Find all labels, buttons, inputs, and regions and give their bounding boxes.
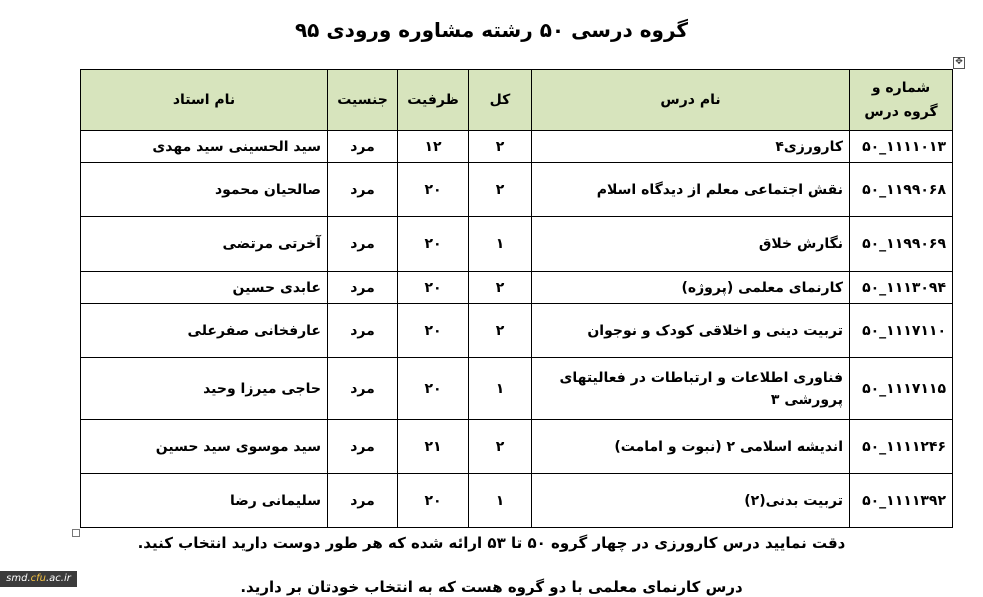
table-row xyxy=(81,474,953,528)
cell-course-name: کارورزی۴ xyxy=(532,131,850,163)
cell-course-name: تربیت بدنی(۲) xyxy=(532,474,850,528)
cell-capacity: ۲۰ xyxy=(398,217,469,272)
cell-capacity: ۲۰ xyxy=(398,304,469,358)
cell-teacher: سلیمانی رضا xyxy=(81,474,328,528)
header-code: شماره و گروه درس xyxy=(850,70,953,131)
header-units: کل xyxy=(469,70,532,131)
cell-gender: مرد xyxy=(328,474,398,528)
cell-capacity: ۲۱ xyxy=(398,420,469,474)
table-row xyxy=(81,131,953,163)
watermark-accent: cfu xyxy=(30,573,46,584)
site-watermark xyxy=(0,571,77,587)
cell-capacity: ۲۰ xyxy=(398,474,469,528)
cell-code: ۵۰_۱۱۱۷۱۱۵ xyxy=(850,358,953,420)
cell-teacher: عارفخانی صفرعلی xyxy=(81,304,328,358)
cell-code: ۵۰_۱۱۹۹۰۶۸ xyxy=(850,163,953,217)
cell-gender: مرد xyxy=(328,304,398,358)
cell-units: ۱ xyxy=(469,358,532,420)
cell-gender: مرد xyxy=(328,272,398,304)
cell-units: ۲ xyxy=(469,420,532,474)
note-internship: دقت نمایید درس کارورزی در چهار گروه ۵۰ تا ۵۳ ارائه شده که هر طور دوست دارید انتخاب کنید. xyxy=(137,534,846,552)
cell-units: ۲ xyxy=(469,304,532,358)
cell-course-name: تربیت دینی و اخلاقی کودک و نوجوان xyxy=(532,304,850,358)
table-header-row xyxy=(81,70,953,131)
cell-gender: مرد xyxy=(328,163,398,217)
cell-code: ۵۰_۱۱۱۱۰۱۳ xyxy=(850,131,953,163)
cell-code: ۵۰_۱۱۱۱۲۴۶ xyxy=(850,420,953,474)
cell-units: ۲ xyxy=(469,131,532,163)
cell-gender: مرد xyxy=(328,420,398,474)
table-row xyxy=(81,304,953,358)
table-move-handle-icon[interactable]: ✥ xyxy=(953,57,965,69)
watermark-prefix: smd. xyxy=(6,573,31,584)
cell-teacher: آخرتی مرتضی xyxy=(81,217,328,272)
cell-course-name: کارنمای معلمی (پروژه) xyxy=(532,272,850,304)
course-table xyxy=(80,69,953,528)
table-row xyxy=(81,163,953,217)
cell-course-name: فناوری اطلاعات و ارتباطات در فعالیتهای پرورشی ۳ xyxy=(532,358,850,420)
cell-code: ۵۰_۱۱۱۱۳۹۲ xyxy=(850,474,953,528)
cell-gender: مرد xyxy=(328,131,398,163)
cell-code: ۵۰_۱۱۱۳۰۹۴ xyxy=(850,272,953,304)
cell-capacity: ۲۰ xyxy=(398,163,469,217)
cell-code: ۵۰_۱۱۹۹۰۶۹ xyxy=(850,217,953,272)
cell-units: ۲ xyxy=(469,272,532,304)
cell-capacity: ۲۰ xyxy=(398,272,469,304)
page-title: گروه درسی ۵۰ رشته مشاوره ورودی ۹۵ xyxy=(294,18,689,42)
cell-course-name: نقش اجتماعی معلم از دیدگاه اسلام xyxy=(532,163,850,217)
cell-gender: مرد xyxy=(328,358,398,420)
cell-units: ۱ xyxy=(469,217,532,272)
cell-capacity: ۱۲ xyxy=(398,131,469,163)
cell-units: ۲ xyxy=(469,163,532,217)
cell-course-name: نگارش خلاق xyxy=(532,217,850,272)
note-teaching-project: درس کارنمای معلمی با دو گروه هست که به انتخاب خودتان بر دارید. xyxy=(240,578,743,596)
header-gender: جنسیت xyxy=(328,70,398,131)
cell-teacher: سید موسوی سید حسین xyxy=(81,420,328,474)
cell-capacity: ۲۰ xyxy=(398,358,469,420)
cell-code: ۵۰_۱۱۱۷۱۱۰ xyxy=(850,304,953,358)
table-row xyxy=(81,217,953,272)
header-teacher: نام استاد xyxy=(81,70,328,131)
watermark-suffix: .ac.ir xyxy=(45,573,71,584)
table-row xyxy=(81,272,953,304)
cell-course-name: اندیشه اسلامی ۲ (نبوت و امامت) xyxy=(532,420,850,474)
table-row xyxy=(81,358,953,420)
cell-units: ۱ xyxy=(469,474,532,528)
header-course-name: نام درس xyxy=(532,70,850,131)
table-row xyxy=(81,420,953,474)
cell-teacher: حاجی میرزا وحید xyxy=(81,358,328,420)
cell-teacher: صالحیان محمود xyxy=(81,163,328,217)
cell-teacher: سید الحسینی سید مهدی xyxy=(81,131,328,163)
cell-teacher: عابدی حسین xyxy=(81,272,328,304)
header-capacity: ظرفیت xyxy=(398,70,469,131)
cell-gender: مرد xyxy=(328,217,398,272)
